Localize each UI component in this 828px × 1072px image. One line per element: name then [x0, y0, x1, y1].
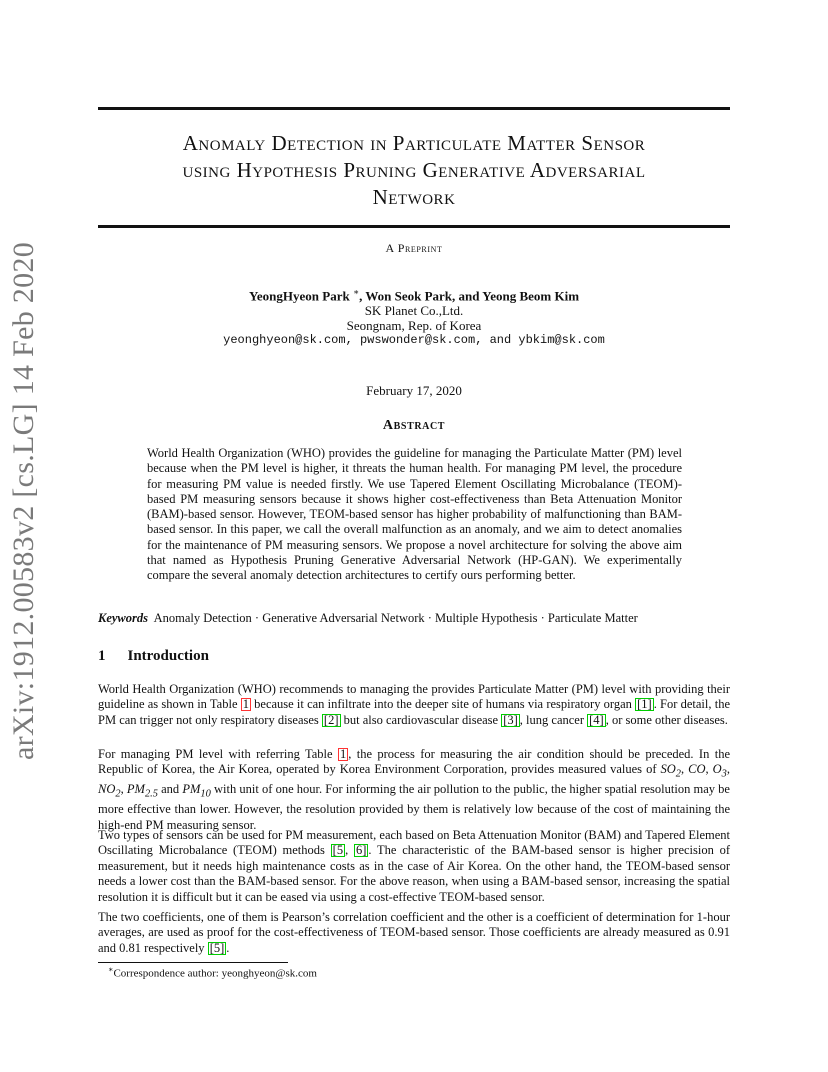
author-rest: Won Seok Park, and Yeong Beom Kim: [365, 288, 580, 304]
author-emails: yeonghyeon@sk.com, pwswonder@sk.com, and ybkim@sk.com: [223, 333, 605, 348]
text-run: because it can infiltrate into the deeper site of humans via respiratory organ: [250, 697, 636, 712]
arxiv-stamp: arXiv:1912.00583v2 [cs.LG] 14 Feb 2020: [7, 241, 40, 760]
text-run: , lung cancer: [519, 712, 588, 727]
intro-paragraph-1: [98, 682, 730, 728]
footnote-marker: ∗: [108, 965, 114, 974]
text-run: ,: [680, 762, 689, 777]
math-subscript: 2: [115, 788, 121, 800]
math-symbol: SO: [660, 762, 676, 777]
math-symbol: O: [712, 762, 722, 777]
citation-link[interactable]: [2]: [323, 712, 339, 727]
text-run: Two types of sensors can be used for PM measurement, each based on Beta Attenuation Monitor (BAM) and Tapered Element Oscillating Microbalance (TEOM) methods: [98, 828, 730, 858]
author-first: YeongHyeon Park: [248, 288, 350, 304]
math-subscript: 3: [721, 768, 727, 780]
citation-link[interactable]: [5: [332, 843, 344, 858]
title-bottom-rule: [98, 225, 730, 228]
text-run: but also cardiovascular disease: [340, 712, 502, 727]
text-run: World Health Organization (WHO) recommends to managing the provides Particulate Matter (PM) level with providing their guideline as shown in Table: [98, 682, 730, 712]
citation-link[interactable]: [1]: [637, 697, 652, 712]
keywords-text: Anomaly Detection · Generative Adversarial Network · Multiple Hypothesis · Particulate Matter: [153, 611, 638, 625]
text-run: , the process for measuring the air condition should be preceded. In the Republic of Korea, the Air Korea, operated by Korea Environment Corporation, provides measured values of: [98, 747, 730, 777]
preprint-label: A Preprint: [385, 241, 443, 255]
abstract-text: World Health Organization (WHO) provides the guideline for managing the Particulate Matter (PM) level because when the PM level is higher, it threats the human health. For managing PM level, the procedure for measuring PM value is needed firstly. We use Tapered Element Oscillating Microbalance (TEOM)-based PM measuring sensors because it shows higher cost-effectiveness than Beta Attenuation Monitor (BAM)-based sensor. However, TEOM-based sensor has higher probability of malfunctioning than BAM-based sensor. In this paper, we call the overall malfunction as an anomaly, and we aim to detect anomalies for the maintenance of PM measuring sensors. We propose a novel architecture for solving the above aim that named as Hypothesis Pruning Generative Adversarial Network (HP-GAN). We experimentally compare the several anomaly detection architectures to certify ours performing better.: [147, 446, 682, 583]
math-pm10: [182, 782, 211, 800]
text-run: .: [226, 940, 230, 955]
author-names: YeongHyeon Park ∗, Won Seok Park, and Yeong Beom Kim: [248, 287, 580, 304]
keywords-label: Keywords: [98, 611, 148, 625]
author-block: [98, 285, 730, 348]
title-line-3: Network: [372, 185, 456, 209]
math-symbol: PM: [126, 782, 145, 797]
math-subscript: 10: [200, 788, 211, 800]
text-run: ,: [726, 762, 730, 777]
text-run: For managing PM level with referring Table: [98, 747, 338, 761]
abstract-heading: Abstract: [382, 418, 446, 433]
text-run: with unit of one hour. For informing the air pollution to the public, the higher spatial resolution may be more effective than lower. However, the resolution provided by them is relatively low because of the cost of maintaining the high-end PM measuring sensor.: [98, 782, 730, 832]
section-number: 1: [98, 648, 106, 664]
intro-paragraph-2: [98, 747, 730, 833]
text-run: ,: [345, 843, 354, 858]
intro-paragraph-3: [98, 828, 730, 905]
section-title: Introduction: [127, 648, 209, 664]
footnote: [108, 965, 317, 980]
math-so2: [660, 762, 681, 780]
paper-title: [98, 130, 730, 211]
math-symbol: NO: [98, 782, 116, 797]
math-symbol: PM: [182, 782, 201, 797]
math-pm25: [126, 782, 158, 800]
title-line-2: using Hypothesis Pruning Generative Adversarial: [182, 158, 646, 182]
text-run: ,: [705, 762, 713, 777]
citation-link[interactable]: [3]: [503, 712, 518, 727]
text-run: . The characteristic of the BAM-based sensor is higher precision of measurement, but it needs high maintenance costs as in the case of Air Korea. On the other hand, the TEOM-based sensor needs a lower cost than the BAM-based sensor. For the above reason, when using a BAM-based sensor, increasing the spatial resolution it is difficult but it can be eased via using a cost-effective TEOM-based sensor.: [98, 843, 731, 904]
math-o3: [712, 762, 727, 780]
footnote-rule: [98, 962, 288, 963]
math-subscript: 2: [675, 768, 681, 780]
intro-paragraph-4: [98, 910, 730, 956]
paper-date: February 17, 2020: [366, 383, 462, 398]
table-reference-link[interactable]: 1: [242, 697, 249, 712]
keywords-line: [98, 611, 730, 626]
text-run: The two coefficients, one of them is Pearson’s correlation coefficient and the other is a coefficient of determination for 1-hour averages, are used as proof for the cost-effectiveness of TEOM-based sensor. Those coefficients are already measured as 0.91 and 0.81 respectively: [98, 910, 730, 955]
text-run: , or some other diseases.: [605, 712, 728, 727]
text-run: . For detail, the PM can trigger not only respiratory diseases: [98, 697, 730, 727]
citation-link[interactable]: [4]: [589, 712, 604, 727]
author-affiliation: SK Planet Co.,Ltd.: [364, 303, 464, 319]
text-run: ,: [120, 782, 127, 797]
citation-link[interactable]: [5]: [209, 940, 225, 955]
text-run: and: [157, 782, 183, 797]
title-line-1: Anomaly Detection in Particulate Matter Sensor: [182, 131, 646, 155]
author-footnote-marker: ∗: [352, 287, 360, 297]
math-co: CO: [688, 762, 706, 777]
author-location: Seongnam, Rep. of Korea: [346, 318, 482, 334]
table-reference-link[interactable]: 1: [339, 747, 347, 761]
citation-link[interactable]: 6]: [355, 843, 367, 858]
math-no2: [98, 782, 121, 800]
math-subscript: 2.5: [144, 788, 158, 800]
section-heading: [98, 648, 730, 665]
footnote-text: Correspondence author: yeonghyeon@sk.com: [113, 967, 317, 980]
title-top-rule: [98, 107, 730, 110]
